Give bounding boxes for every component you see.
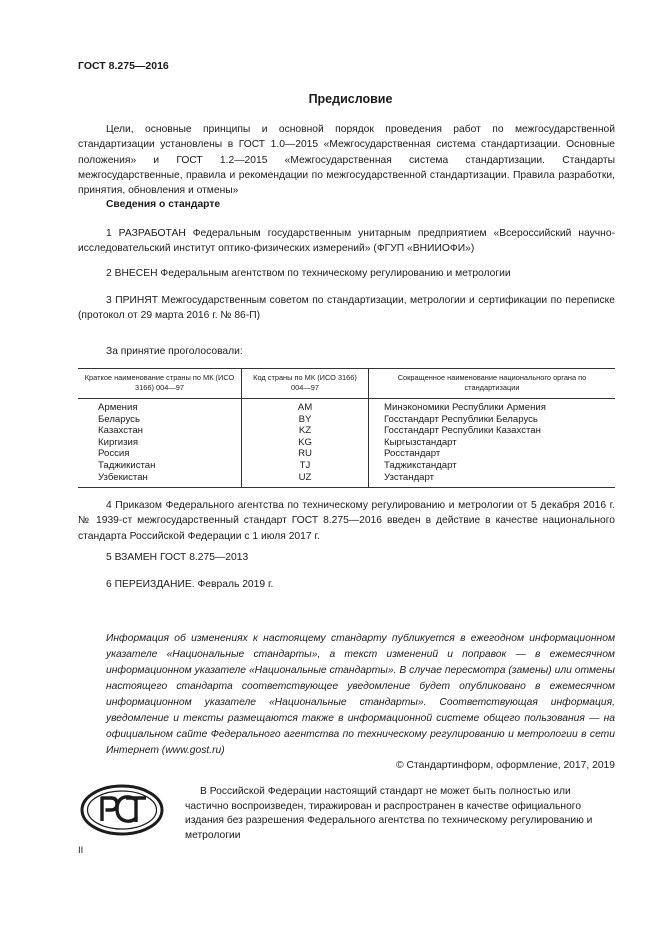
table-row <box>78 472 615 488</box>
table-row <box>78 425 615 437</box>
country-cell: Армения <box>98 402 138 413</box>
country-cell: Казахстан <box>98 425 143 437</box>
table-header-row <box>78 369 615 399</box>
info-note: Информация об изменениях к настоящему стандарту публикуется в ежегодном информационном указателе «Национальные стандарты», а текст изменений и поправок — в ежемесячном информационном указателе «Национальные стандарты». В случае пересмотра (замены) или отмены настоящего стандарта соответствующее уведомление будет опубликовано в ежемесячном информационном указателе «Национальные стандарты». Соответствующая информация, уведомление и тексты размещаются также в информационной системе общего пользования — на официальном сайте Федерального агентства по техническому регулированию и метрологии в сети Интернет (www.gost.ru) <box>106 633 615 756</box>
code-cell: KZ <box>242 425 369 437</box>
item-adopted: 3 ПРИНЯТ Межгосударственным советом по стандартизации, метрологии и сертификации по переписке (протокол от 29 марта 2016 г. № 86-П) <box>78 295 615 322</box>
code-cell: BY <box>242 414 369 426</box>
page-number: II <box>78 845 84 856</box>
code-cell: AM <box>242 399 369 414</box>
table-header-code: Код страны по МК (ИСО 3166) 004—97 <box>242 369 369 399</box>
item-developed: 1 РАЗРАБОТАН Федеральным государственным унитарным предприятием «Всероссийский научно-исследовательский институт оптико-физических измерений» (ФГУП «ВНИИОФИ») <box>78 228 615 255</box>
country-cell: Киргизия <box>98 436 139 448</box>
item-reissue: 6 ПЕРЕИЗДАНИЕ. Февраль 2019 г. <box>106 579 274 590</box>
table-row <box>78 460 615 472</box>
code-cell: UZ <box>242 472 369 488</box>
body-cell: Кыргызстандарт <box>369 437 616 449</box>
body-cell: Росстандарт <box>369 448 616 460</box>
item-order: 4 Приказом Федерального агентства по техническому регулированию и метрологии от 5 декабря 2016 г. № 1939-ст межгосударственный стандарт ГОСТ 8.275—2016 введен в действие в качестве национального стандарта Российской Федерации с 1 июля 2017 г. <box>78 500 615 542</box>
body-cell: Минэкономики Республики Армения <box>369 399 616 414</box>
voted-label: За принятие проголосовали: <box>106 346 243 357</box>
country-cell: Россия <box>98 448 130 460</box>
code-cell: RU <box>242 448 369 460</box>
table-header-country: Краткое наименование страны по МК (ИСО 3166) 004—97 <box>78 369 242 399</box>
table-row <box>78 437 615 449</box>
intro-paragraph: Цели, основные принципы и основной порядок проведения работ по межгосударственной стандартизации установлены в ГОСТ 1.0—2015 «Межгосударственная система стандартизации. Основные положения» и ГОСТ 1.2—2015 «Межгосударственная система стандартизации. Стандарты межгосударственные, правила и рекомендации по межгосударственной стандартизации. Правила разработки, принятия, обновления и отмены» <box>78 124 615 197</box>
code-cell: TJ <box>242 460 369 472</box>
standard-code: ГОСТ 8.275—2016 <box>78 60 169 72</box>
section-subheading: Сведения о стандарте <box>106 199 221 210</box>
table-row <box>78 448 615 460</box>
copyright-notice: © Стандартинформ, оформление, 2017, 2019 <box>396 760 615 771</box>
page-title: Предисловие <box>308 92 393 106</box>
country-cell: Таджикистан <box>98 459 156 471</box>
gost-r-certification-mark-icon <box>80 783 164 837</box>
rights-notice: В Российской Федерации настоящий стандарт не может быть полностью или частично воспроизведен, тиражирован и распространен в качестве официального издания без разрешения Федерального агентства по техническому регулированию и метрологии <box>185 786 593 841</box>
table-row <box>78 399 615 414</box>
table-row <box>78 414 615 426</box>
country-cell: Беларусь <box>98 413 140 425</box>
body-cell: Госстандарт Республики Беларусь <box>369 414 616 426</box>
table-header-body: Сокращенное наименование национального органа по стандартизации <box>369 369 616 399</box>
voting-countries-table <box>78 368 615 488</box>
item-replaces: 5 ВЗАМЕН ГОСТ 8.275—2013 <box>106 552 249 563</box>
body-cell: Узстандарт <box>369 472 616 488</box>
body-cell: Таджикстандарт <box>369 460 616 472</box>
item-introduced: 2 ВНЕСЕН Федеральным агентством по техническому регулированию и метрологии <box>106 268 511 279</box>
body-cell: Госстандарт Республики Казахстан <box>369 425 616 437</box>
country-cell: Узбекистан <box>78 472 242 488</box>
code-cell: KG <box>242 437 369 449</box>
